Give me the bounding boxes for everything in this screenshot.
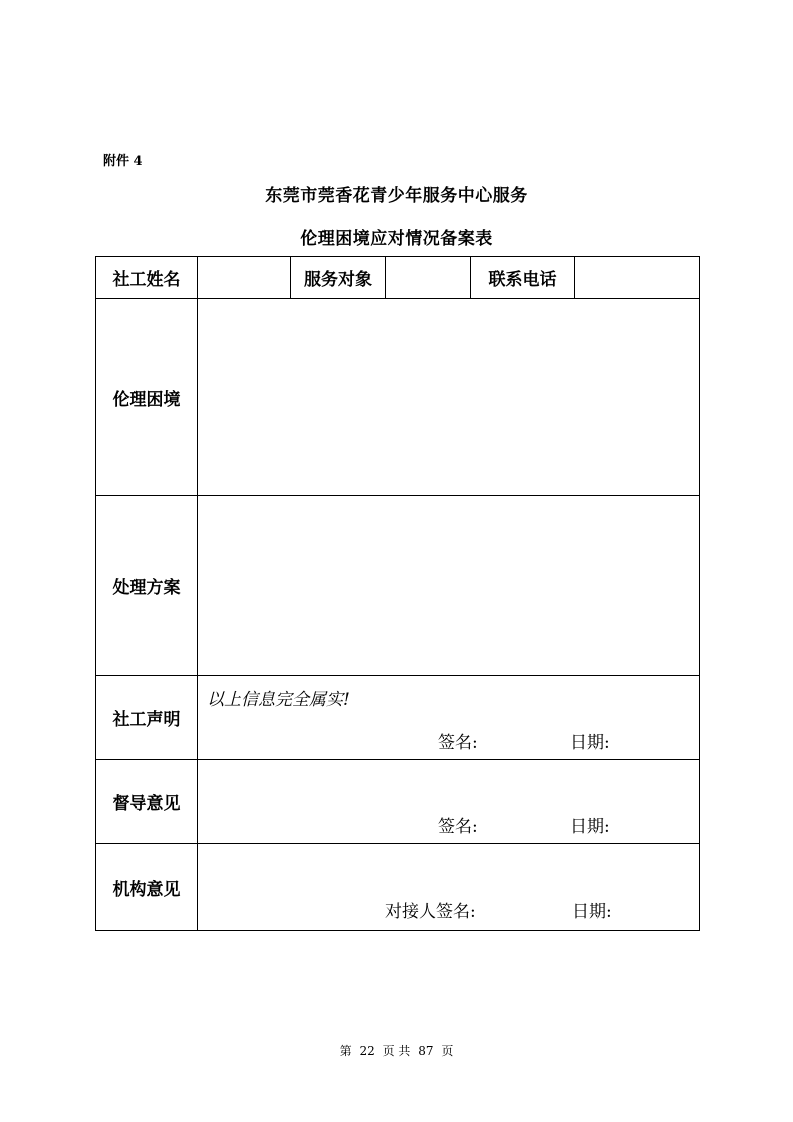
- declaration-text: 以上信息完全属实!: [207, 690, 350, 710]
- footer-page-number: 22: [359, 1044, 375, 1058]
- supervisor-date-label: 日期:: [570, 816, 610, 837]
- page-footer: [0, 1042, 793, 1059]
- worker-statement-row: [96, 676, 700, 760]
- attachment-label: 附件 4: [103, 154, 143, 169]
- footer-suffix: 页: [441, 1044, 454, 1058]
- social-worker-name-label: 社工姓名: [96, 257, 198, 299]
- ethical-dilemma-field[interactable]: [198, 299, 700, 496]
- supervisor-opinion-field[interactable]: [198, 760, 700, 844]
- record-form-table: [95, 256, 700, 931]
- supervisor-opinion-label: 督导意见: [96, 760, 198, 844]
- service-target-label: 服务对象: [291, 257, 386, 299]
- worker-statement-field[interactable]: [198, 676, 700, 760]
- form-title-line-1: 东莞市莞香花青少年服务中心服务: [265, 186, 528, 206]
- handling-plan-field[interactable]: [198, 496, 700, 676]
- agency-opinion-label: 机构意见: [96, 844, 198, 931]
- supervisor-sign-label: 签名:: [438, 816, 478, 837]
- supervisor-opinion-row: [96, 760, 700, 844]
- social-worker-name-field[interactable]: [198, 257, 291, 299]
- footer-prefix: 第: [339, 1044, 352, 1058]
- agency-sign-label: 对接人签名:: [385, 902, 476, 922]
- header-row: [96, 257, 700, 299]
- ethical-dilemma-row: [96, 299, 700, 496]
- handling-plan-label: 处理方案: [96, 496, 198, 676]
- form-title-line-2: 伦理困境应对情况备案表: [300, 229, 493, 249]
- contact-phone-field[interactable]: [575, 257, 700, 299]
- agency-opinion-row: [96, 844, 700, 931]
- contact-phone-label: 联系电话: [471, 257, 575, 299]
- agency-date-label: 日期:: [572, 902, 612, 922]
- worker-date-label: 日期:: [570, 732, 610, 753]
- footer-middle: 页 共: [382, 1044, 411, 1058]
- service-target-field[interactable]: [386, 257, 471, 299]
- footer-total-pages: 87: [418, 1044, 434, 1058]
- agency-opinion-field[interactable]: [198, 844, 700, 931]
- ethical-dilemma-label: 伦理困境: [96, 299, 198, 496]
- worker-statement-label: 社工声明: [96, 676, 198, 760]
- worker-sign-label: 签名:: [438, 732, 478, 753]
- handling-plan-row: [96, 496, 700, 676]
